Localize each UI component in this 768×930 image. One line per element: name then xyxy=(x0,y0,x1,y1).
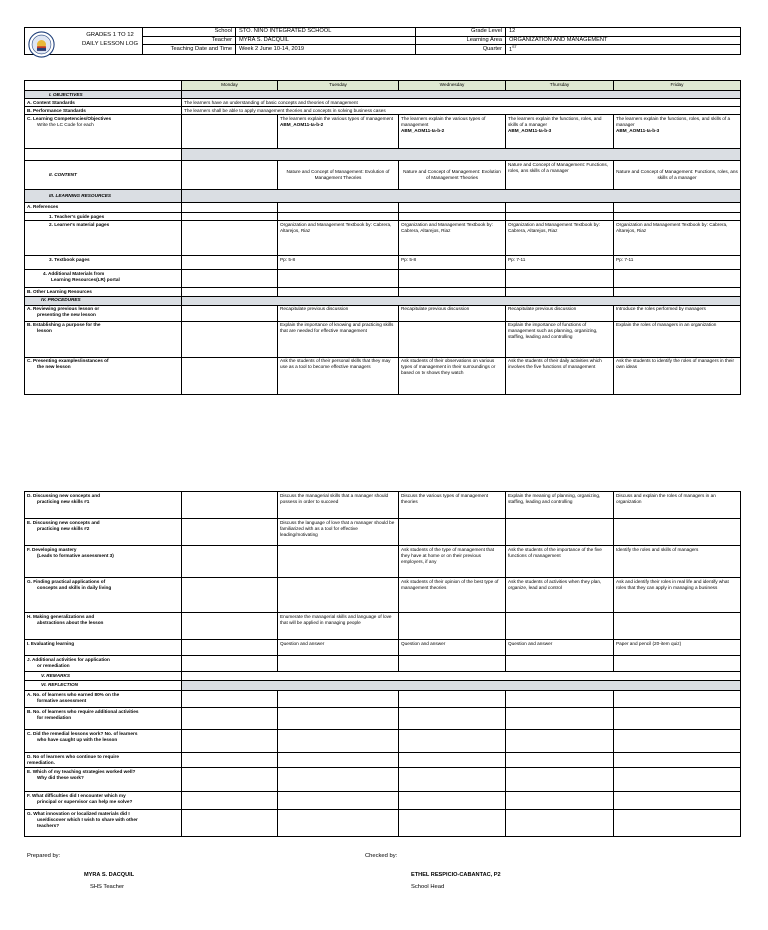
r-f2: principal or supervisor can help me solve? xyxy=(37,798,133,804)
prepared-label: Prepared by: xyxy=(27,853,61,859)
examples-thursday: Ask the students of their daily activities which involves the five functions of management xyxy=(506,357,614,394)
prepared-title: SHS Teacher xyxy=(90,884,125,890)
content-standards-label: A. Content Standards xyxy=(25,99,182,107)
examples-label1: C. Presenting examples/instances of xyxy=(27,358,109,364)
reflection-label: VI. REFLECTION xyxy=(25,681,182,691)
content-monday xyxy=(182,161,278,190)
examples-label-cell xyxy=(25,357,182,394)
lm-thursday: Organization and Management Textbook by: Cabrera, Altarejos, Riaz xyxy=(506,221,614,256)
examples-wednesday: Ask students of their observations on various types of management in their surroundings or based on tv shows they watch xyxy=(399,357,506,394)
i-friday: Paper and pencil (20-item quiz) xyxy=(614,640,741,656)
j-label2: or remediation xyxy=(37,662,70,668)
e-monday xyxy=(182,519,278,546)
i-monday xyxy=(182,640,278,656)
lm-tuesday: Organization and Management Textbook by: Cabrera, Altarejos, Riaz xyxy=(278,221,399,256)
g-label1: G. Finding practical applications of xyxy=(27,578,106,584)
purpose-thursday: Explain the importance of functions of management such as planning, organizing, staffing, leading and controlling xyxy=(506,321,614,357)
r-c-cell xyxy=(25,730,182,753)
tg-label: 1. Teacher's guide pages xyxy=(25,213,182,221)
e-row xyxy=(25,519,741,546)
d-row xyxy=(25,492,741,519)
review-monday xyxy=(182,305,278,321)
tb-row xyxy=(25,256,741,270)
purpose-wednesday xyxy=(399,321,506,357)
d-label1: D. Discussing new concepts and xyxy=(27,492,100,498)
content-tuesday: Nature and Concept of Management: Evolution of Management Theories xyxy=(278,161,399,190)
g-monday xyxy=(182,578,278,613)
tb-monday xyxy=(182,256,278,270)
r-f-cell xyxy=(25,792,182,810)
e-label2: practicing new skills #2 xyxy=(37,525,90,531)
performance-standards-label: B. Performance Standards xyxy=(25,107,182,115)
d-thursday: Explain the meaning of planning, organizing, staffing, leading and controlling xyxy=(506,492,614,519)
procedures-row xyxy=(25,296,741,305)
reflection-d-row xyxy=(25,753,741,768)
dates-value: Week 2 June 10-14, 2019 xyxy=(236,45,416,55)
tb-friday: Pp: 7-11 xyxy=(614,256,741,270)
i-row xyxy=(25,640,741,656)
review-friday: Introduce the roles performed by managers xyxy=(614,305,741,321)
lm-friday: Organization and Management Textbook by: Cabrera, Altarejos, Riaz xyxy=(614,221,741,256)
lesson-table-page1 xyxy=(24,80,741,395)
remarks-row xyxy=(25,672,741,681)
competencies-row xyxy=(25,115,741,149)
content-row xyxy=(25,161,741,190)
day-monday: Monday xyxy=(182,81,278,91)
purpose-tuesday: Explain the importance of knowing and practicing skills that are needed for effective management xyxy=(278,321,399,357)
objectives-row xyxy=(25,91,741,99)
g-wednesday: Ask students of their opinion of the best type of management theories xyxy=(399,578,506,613)
r-a-cell xyxy=(25,691,182,708)
r-e-cell xyxy=(25,768,182,792)
performance-standards-value: The learners shall be able to apply management theories and concepts in solving business cases xyxy=(182,107,741,115)
content-wednesday: Nature and Concept of Management: Evolution of Management Theories xyxy=(399,161,506,190)
dll-title xyxy=(62,31,158,49)
purpose-label-cell xyxy=(25,321,182,357)
other-label: B. Other Learning Resources xyxy=(25,288,182,296)
performance-standards-row xyxy=(25,107,741,115)
quarter-suffix: ST xyxy=(512,45,517,50)
lm-monday xyxy=(182,221,278,256)
reflection-g-row xyxy=(25,810,741,837)
day-header-row xyxy=(25,81,741,91)
reflection-b-row xyxy=(25,708,741,730)
content-standards-row xyxy=(25,99,741,107)
day-thursday: Thursday xyxy=(506,81,614,91)
examples-label2: the new lesson xyxy=(37,364,71,370)
competencies-label-cell xyxy=(25,115,182,149)
r-g3: teachers? xyxy=(37,822,60,828)
procedures-label: IV. PROCEDURES xyxy=(25,296,182,305)
lr-label1: 4. Additional Materials from xyxy=(43,270,105,276)
r-f1: F. What difficulties did I encounter which my xyxy=(27,792,126,798)
reflection-row xyxy=(25,681,741,691)
d-friday: Discuss and explain the roles of managers in an organization xyxy=(614,492,741,519)
lm-row xyxy=(25,221,741,256)
content-label: II. CONTENT xyxy=(25,161,182,190)
remarks-label: V. REMARKS xyxy=(25,672,182,681)
lesson-table-page2 xyxy=(24,491,741,837)
content-thursday: Nature and Concept of Management: Functions, roles, ans skills of a manager xyxy=(506,161,614,190)
j-label1: J. Additional activities for application xyxy=(27,656,110,662)
i-thursday: Question and answer xyxy=(506,640,614,656)
lr-label-cell xyxy=(25,270,182,288)
references-label: A. References xyxy=(25,203,182,213)
area-label: Learning Area xyxy=(416,36,506,45)
quarter-value xyxy=(506,45,741,55)
i-wednesday: Question and answer xyxy=(399,640,506,656)
day-tuesday: Tuesday xyxy=(278,81,399,91)
title-line1: GRADES 1 TO 12 xyxy=(86,32,134,38)
dates-label: Teaching Date and Time xyxy=(143,45,236,55)
f-wednesday: Ask students of the type of management that they have at home or on their previous employers, if any xyxy=(399,546,506,578)
lr-row xyxy=(25,270,741,288)
school-value: STO. NIÑO INTEGRATED SCHOOL xyxy=(236,28,416,37)
competencies-sub: Write the LC Code for each xyxy=(37,121,94,127)
objectives-label: I. OBJECTIVES xyxy=(25,91,182,99)
reflection-a-row xyxy=(25,691,741,708)
f-friday: Identify the roles and skills of managers xyxy=(614,546,741,578)
grade-label: Grade Level xyxy=(416,28,506,37)
r-b-cell xyxy=(25,708,182,730)
r-b1: B. No. of learners who require additional activities xyxy=(27,708,139,714)
e-label1: E. Discussing new concepts and xyxy=(27,519,100,525)
tg-row xyxy=(25,213,741,221)
e-tuesday: Discuss the language of love that a manager should be familiarized with as a tool for effective leading/motivating xyxy=(278,519,399,546)
r-g1: G. What innovation or localized materials did I xyxy=(27,810,130,816)
reflection-c-row xyxy=(25,730,741,753)
r-d2: remediation. xyxy=(27,759,55,765)
quarter-number: 1 xyxy=(509,47,513,54)
e-wednesday xyxy=(399,519,506,546)
content-friday: Nature and Concept of Management: Functions, roles, ans skills of a manager xyxy=(614,161,741,190)
day-friday: Friday xyxy=(614,81,741,91)
h-row xyxy=(25,613,741,640)
purpose-friday: Explain the roles of managers in an organization xyxy=(614,321,741,357)
checked-title: School Head xyxy=(411,884,445,890)
f-label2: (Leads to formative assessment 3) xyxy=(37,552,114,558)
reflection-e-row xyxy=(25,768,741,792)
competency-tuesday: The learners explain the various types of management ABM_AOM11-Ia-b-2 xyxy=(278,115,399,149)
title-line2: DAILY LESSON LOG xyxy=(81,41,139,48)
competency-wednesday: The learners explain the various types of management ABM_AOM11-Ia-b-2 xyxy=(399,115,506,149)
f-tuesday xyxy=(278,546,399,578)
g-label2: concepts and skills in daily living xyxy=(37,584,112,590)
tb-thursday: Pp: 7-11 xyxy=(506,256,614,270)
competencies-label: C. Learning Competencies/Objectives xyxy=(27,115,112,121)
h-label1: H. Making generalizations and xyxy=(27,613,95,619)
tb-tuesday: Pp: 5-8 xyxy=(278,256,399,270)
reflection-f-row xyxy=(25,792,741,810)
examples-monday xyxy=(182,357,278,394)
purpose-label1: B. Establishing a purpose for the xyxy=(27,322,101,328)
j-label-cell xyxy=(25,656,182,672)
resources-label: III. LEARNING RESOURCES xyxy=(25,190,182,203)
lr-label2: Learning Resources(LR) portal xyxy=(51,277,120,283)
tb-wednesday: Pp: 5-8 xyxy=(399,256,506,270)
review-row xyxy=(25,305,741,321)
references-row xyxy=(25,203,741,213)
j-row xyxy=(25,656,741,672)
d-label-cell xyxy=(25,492,182,519)
review-label1: A. Reviewing previous lesson or xyxy=(27,306,100,312)
content-standards-value: The learners have an understanding of basic concepts and theories of management xyxy=(182,99,741,107)
f-monday xyxy=(182,546,278,578)
e-thursday xyxy=(506,519,614,546)
f-label-cell xyxy=(25,546,182,578)
h-label2: abstractions about the lesson xyxy=(37,619,104,625)
r-d-cell xyxy=(25,753,182,768)
r-b2: for remediation xyxy=(37,714,72,720)
d-monday xyxy=(182,492,278,519)
r-c1: C. Did the remedial lessons work? No. of learners xyxy=(27,730,138,736)
f-thursday: Ask the students of the importance of the five functions of management xyxy=(506,546,614,578)
purpose-row xyxy=(25,321,741,357)
examples-friday: Ask the students to identify the roles of managers in their own ideas xyxy=(614,357,741,394)
other-row xyxy=(25,288,741,296)
review-thursday: Recapitulate previous discussion xyxy=(506,305,614,321)
purpose-label2: lesson xyxy=(37,328,52,334)
blank-cell xyxy=(25,81,182,91)
r-g2: use/discover which I wish to share with other xyxy=(37,816,138,822)
spacer-row xyxy=(25,149,741,161)
tb-label: 3. Textbook pages xyxy=(25,256,182,270)
prepared-name: MYRA S. DACQUIL xyxy=(84,872,135,878)
grade-value: 12 xyxy=(506,28,741,37)
h-tuesday: Enumerate the managerial skills and language of love that will be applied in managing people xyxy=(278,613,399,640)
g-friday: Ask and identify their roles in real life and identify what roles that they can apply in managing a business xyxy=(614,578,741,613)
teacher-value: MYRA S. DACQUIL xyxy=(236,36,416,45)
g-label-cell xyxy=(25,578,182,613)
competency-friday: The learners explain the functions, roles, and skills of a manager ABM_AOM11-Ia-b-3 xyxy=(614,115,741,149)
teacher-label: Teacher xyxy=(143,36,236,45)
g-row xyxy=(25,578,741,613)
h-label-cell xyxy=(25,613,182,640)
competency-thursday: The learners explain the functions, roles, and skills of a manager ABM_AOM11-Ia-b-3 xyxy=(506,115,614,149)
r-d1: D. No of learners who continue to require xyxy=(27,753,119,759)
area-value: ORGANIZATION AND MANAGEMENT xyxy=(506,36,741,45)
f-row xyxy=(25,546,741,578)
header-block xyxy=(24,27,741,62)
r-e1: E. Which of my teaching strategies worked well? xyxy=(27,768,136,774)
review-wednesday: Recapitulate previous discussion xyxy=(399,305,506,321)
competency-monday xyxy=(182,115,278,149)
lm-wednesday: Organization and Management Textbook by: Cabrera, Altarejos, Riaz xyxy=(399,221,506,256)
day-wednesday: Wednesday xyxy=(399,81,506,91)
r-a1: A. No. of learners who earned 80% on the xyxy=(27,691,120,697)
review-tuesday: Recapitulate previous discussion xyxy=(278,305,399,321)
resources-row xyxy=(25,190,741,203)
school-label: School xyxy=(143,28,236,37)
i-label: I. Evaluating learning xyxy=(25,640,182,656)
g-tuesday xyxy=(278,578,399,613)
r-c2: who have caught up with the lesson xyxy=(37,736,118,742)
d-label2: practicing new skills #1 xyxy=(37,498,90,504)
i-tuesday: Question and answer xyxy=(278,640,399,656)
f-label1: F. Developing mastery xyxy=(27,546,77,552)
d-wednesday: Discuss the various types of management theories xyxy=(399,492,506,519)
d-tuesday: Discuss the managerial skills that a manager should possess in order to succeed xyxy=(278,492,399,519)
g-thursday: Ask the students of activities when they plan, organize, lead and control xyxy=(506,578,614,613)
review-label-cell xyxy=(25,305,182,321)
e-label-cell xyxy=(25,519,182,546)
purpose-monday xyxy=(182,321,278,357)
e-friday xyxy=(614,519,741,546)
h-monday xyxy=(182,613,278,640)
checked-label: Checked by: xyxy=(365,853,398,859)
lm-label: 2. Learner's material pages xyxy=(25,221,182,256)
r-a2: formative assessment xyxy=(37,697,87,703)
examples-tuesday: Ask the students of their personal skills that they may use as a tool to become effective managers xyxy=(278,357,399,394)
r-e2: Why did these work? xyxy=(37,774,84,780)
checked-name: ETHEL RESPICIO-CABANTAC, P2 xyxy=(411,872,501,878)
quarter-label: Quarter xyxy=(416,45,506,55)
deped-seal-icon xyxy=(28,31,55,58)
examples-row xyxy=(25,357,741,394)
review-label2: presenting the new lesson xyxy=(37,312,96,318)
r-g-cell xyxy=(25,810,182,837)
